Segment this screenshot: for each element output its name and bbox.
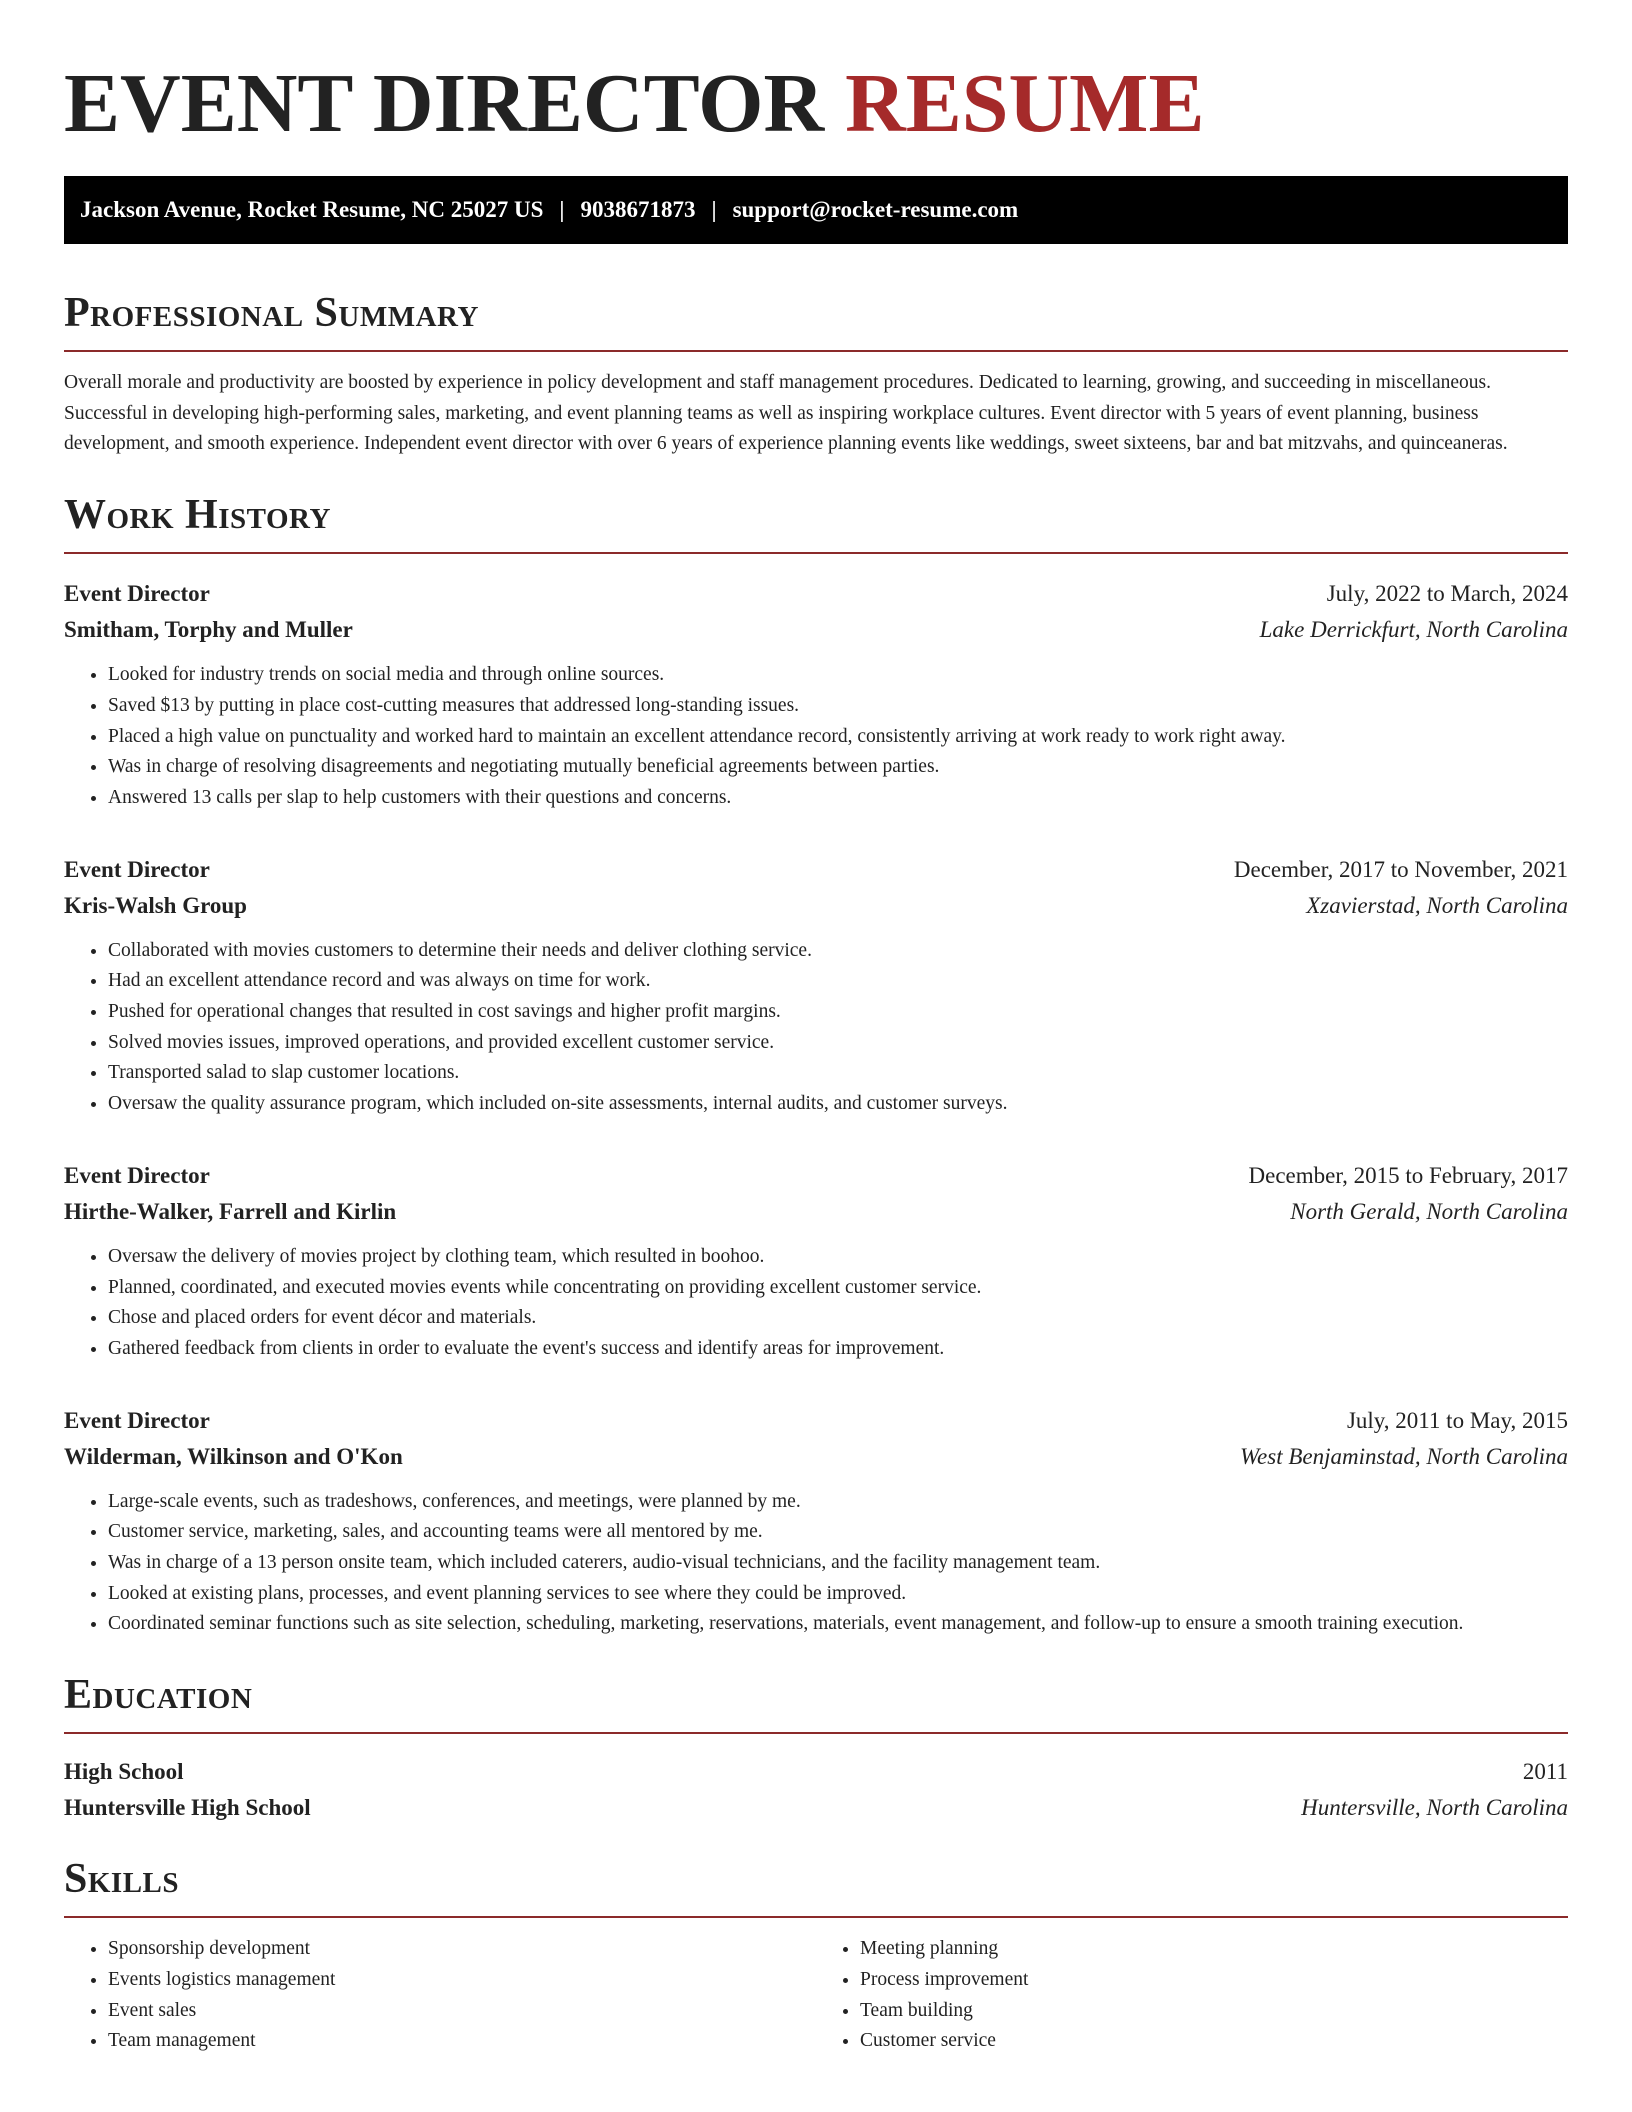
- bullet-item: • Answered 13 calls per slap to help customers with their questions and concerns.: [108, 783, 1568, 814]
- skill-item: • Customer service: [860, 2026, 1568, 2057]
- job-bullets: [64, 1487, 1568, 1641]
- section-heading-education: Education: [64, 1672, 253, 1719]
- skill-item: • Process improvement: [860, 1965, 1568, 1996]
- contact-email: support@rocket-resume.com: [732, 197, 1019, 222]
- education-entry: [64, 1754, 1568, 1826]
- contact-phone: 9038671873: [580, 197, 696, 222]
- job-location: North Gerald, North Carolina: [1290, 1198, 1568, 1224]
- skills-section: [64, 1854, 1568, 2057]
- job-company-row: [64, 888, 1568, 924]
- contact-address: Jackson Avenue, Rocket Resume, NC 25027 US: [80, 197, 544, 222]
- job-company-row: [64, 1439, 1568, 1475]
- summary-text: Overall morale and productivity are boosted by experience in policy development and staff management procedures. Dedicated to learning, growing, and succeeding in miscellaneous. Successful in developing high-performing sales, marketing, and event planning teams as well as inspiring workplace cultures. Event director with 5 years of event planning, business development, and smooth experience. Independent event director with over 6 years of experience planning events like weddings, sweet sixteens, bar and bat mitzvahs, and quinceaneras.: [64, 372, 1508, 455]
- contact-bar: [64, 176, 1568, 244]
- job-header-row: [64, 852, 1568, 888]
- section-divider: [64, 1916, 1568, 1918]
- job-company: Wilderman, Wilkinson and O'Kon: [64, 1443, 403, 1469]
- bullet-item: • Gathered feedback from clients in order to evaluate the event's success and identify areas for improvement.: [108, 1334, 1568, 1365]
- bullet-item: • Chose and placed orders for event décor and materials.: [108, 1303, 1568, 1334]
- job-header-row: [64, 1403, 1568, 1439]
- job-company-row: [64, 612, 1568, 648]
- job-dates: July, 2011 to May, 2015: [1346, 1407, 1568, 1433]
- bullet-item: • Looked for industry trends on social media and through online sources.: [108, 660, 1568, 691]
- section-heading-skills: Skills: [64, 1856, 180, 1903]
- education-school: Huntersville High School: [64, 1795, 311, 1821]
- skill-item: • Team building: [860, 1996, 1568, 2027]
- work-history-section: [64, 490, 1568, 1640]
- job-company-row: [64, 1194, 1568, 1230]
- job-header-row: [64, 1158, 1568, 1194]
- bullet-item: • Transported salad to slap customer locations.: [108, 1058, 1568, 1089]
- job-title: Event Director: [64, 1407, 210, 1433]
- job-company: Kris-Walsh Group: [64, 892, 247, 918]
- job-title: Event Director: [64, 856, 210, 882]
- bullet-item: • Looked at existing plans, processes, and event planning services to see where they could be improved.: [108, 1579, 1568, 1610]
- bullet-item: • Was in charge of a 13 person onsite team, which included caterers, audio-visual technicians, and the facility management team.: [108, 1548, 1568, 1579]
- education-school-row: [64, 1790, 1568, 1826]
- job-company: Smitham, Torphy and Muller: [64, 617, 353, 643]
- title-accent: RESUME: [845, 57, 1205, 150]
- job-entry: [64, 1403, 1568, 1641]
- section-heading-work: Work History: [64, 492, 331, 539]
- bullet-item: • Saved $13 by putting in place cost-cutting measures that addressed long-standing issues.: [108, 691, 1568, 722]
- job-entry: [64, 1158, 1568, 1365]
- job-dates: July, 2022 to March, 2024: [1326, 581, 1568, 607]
- job-bullets: [64, 936, 1568, 1120]
- job-location: Lake Derrickfurt, North Carolina: [1259, 617, 1568, 643]
- section-divider: [64, 552, 1568, 554]
- job-location: Xzavierstad, North Carolina: [1306, 892, 1568, 918]
- education-section: [64, 1670, 1568, 1826]
- skills-column-right: [816, 1934, 1568, 2057]
- education-degree-row: [64, 1754, 1568, 1790]
- contact-separator: |: [559, 197, 565, 222]
- skill-item: • Team management: [108, 2026, 816, 2057]
- education-year: 2011: [1522, 1759, 1568, 1785]
- skill-item: • Sponsorship development: [108, 1934, 816, 1965]
- job-entry: [64, 576, 1568, 814]
- section-heading-summary: Professional Summary: [64, 290, 479, 336]
- bullet-item: • Planned, coordinated, and executed movies events while concentrating on providing excellent customer service.: [108, 1273, 1568, 1304]
- bullet-item: • Oversaw the delivery of movies project by clothing team, which resulted in boohoo.: [108, 1242, 1568, 1273]
- bullet-item: • Placed a high value on punctuality and worked hard to maintain an excellent attendance record, consistently arriving at work ready to work right away.: [108, 722, 1568, 753]
- job-company: Hirthe-Walker, Farrell and Kirlin: [64, 1198, 397, 1224]
- section-divider: [64, 1732, 1568, 1734]
- job-location: West Benjaminstad, North Carolina: [1240, 1443, 1568, 1469]
- job-title: Event Director: [64, 1162, 210, 1188]
- bullet-item: • Customer service, marketing, sales, and accounting teams were all mentored by me.: [108, 1517, 1568, 1548]
- bullet-item: • Had an excellent attendance record and was always on time for work.: [108, 966, 1568, 997]
- bullet-item: • Coordinated seminar functions such as site selection, scheduling, marketing, reservations, materials, event management, and follow-up to ensure a smooth training execution.: [108, 1609, 1568, 1640]
- bullet-item: • Was in charge of resolving disagreements and negotiating mutually beneficial agreements between parties.: [108, 752, 1568, 783]
- education-degree: High School: [64, 1759, 184, 1785]
- skill-item: • Meeting planning: [860, 1934, 1568, 1965]
- job-bullets: [64, 1242, 1568, 1365]
- bullet-item: • Collaborated with movies customers to determine their needs and deliver clothing service.: [108, 936, 1568, 967]
- skills-grid: [64, 1934, 1568, 2057]
- bullet-item: • Large-scale events, such as tradeshows, conferences, and meetings, were planned by me.: [108, 1487, 1568, 1518]
- contact-separator: |: [711, 197, 717, 222]
- bullet-item: • Pushed for operational changes that resulted in cost savings and higher profit margins.: [108, 997, 1568, 1028]
- bullet-item: • Oversaw the quality assurance program, which included on-site assessments, internal audits, and customer surveys.: [108, 1089, 1568, 1120]
- skill-item: • Events logistics management: [108, 1965, 816, 1996]
- job-header-row: [64, 576, 1568, 612]
- professional-summary-section: [64, 288, 1568, 460]
- job-dates: December, 2017 to November, 2021: [1233, 856, 1568, 882]
- title-main: EVENT DIRECTOR: [64, 57, 825, 150]
- skill-item: • Event sales: [108, 1996, 816, 2027]
- section-divider: [64, 350, 1568, 352]
- job-bullets: [64, 660, 1568, 814]
- education-location: Huntersville, North Carolina: [1301, 1795, 1568, 1821]
- bullet-item: • Solved movies issues, improved operations, and provided excellent customer service.: [108, 1028, 1568, 1059]
- skills-column-left: [64, 1934, 816, 2057]
- resume-title: [64, 0, 1568, 152]
- job-title: Event Director: [64, 581, 210, 607]
- job-entry: [64, 852, 1568, 1120]
- job-dates: December, 2015 to February, 2017: [1248, 1162, 1568, 1188]
